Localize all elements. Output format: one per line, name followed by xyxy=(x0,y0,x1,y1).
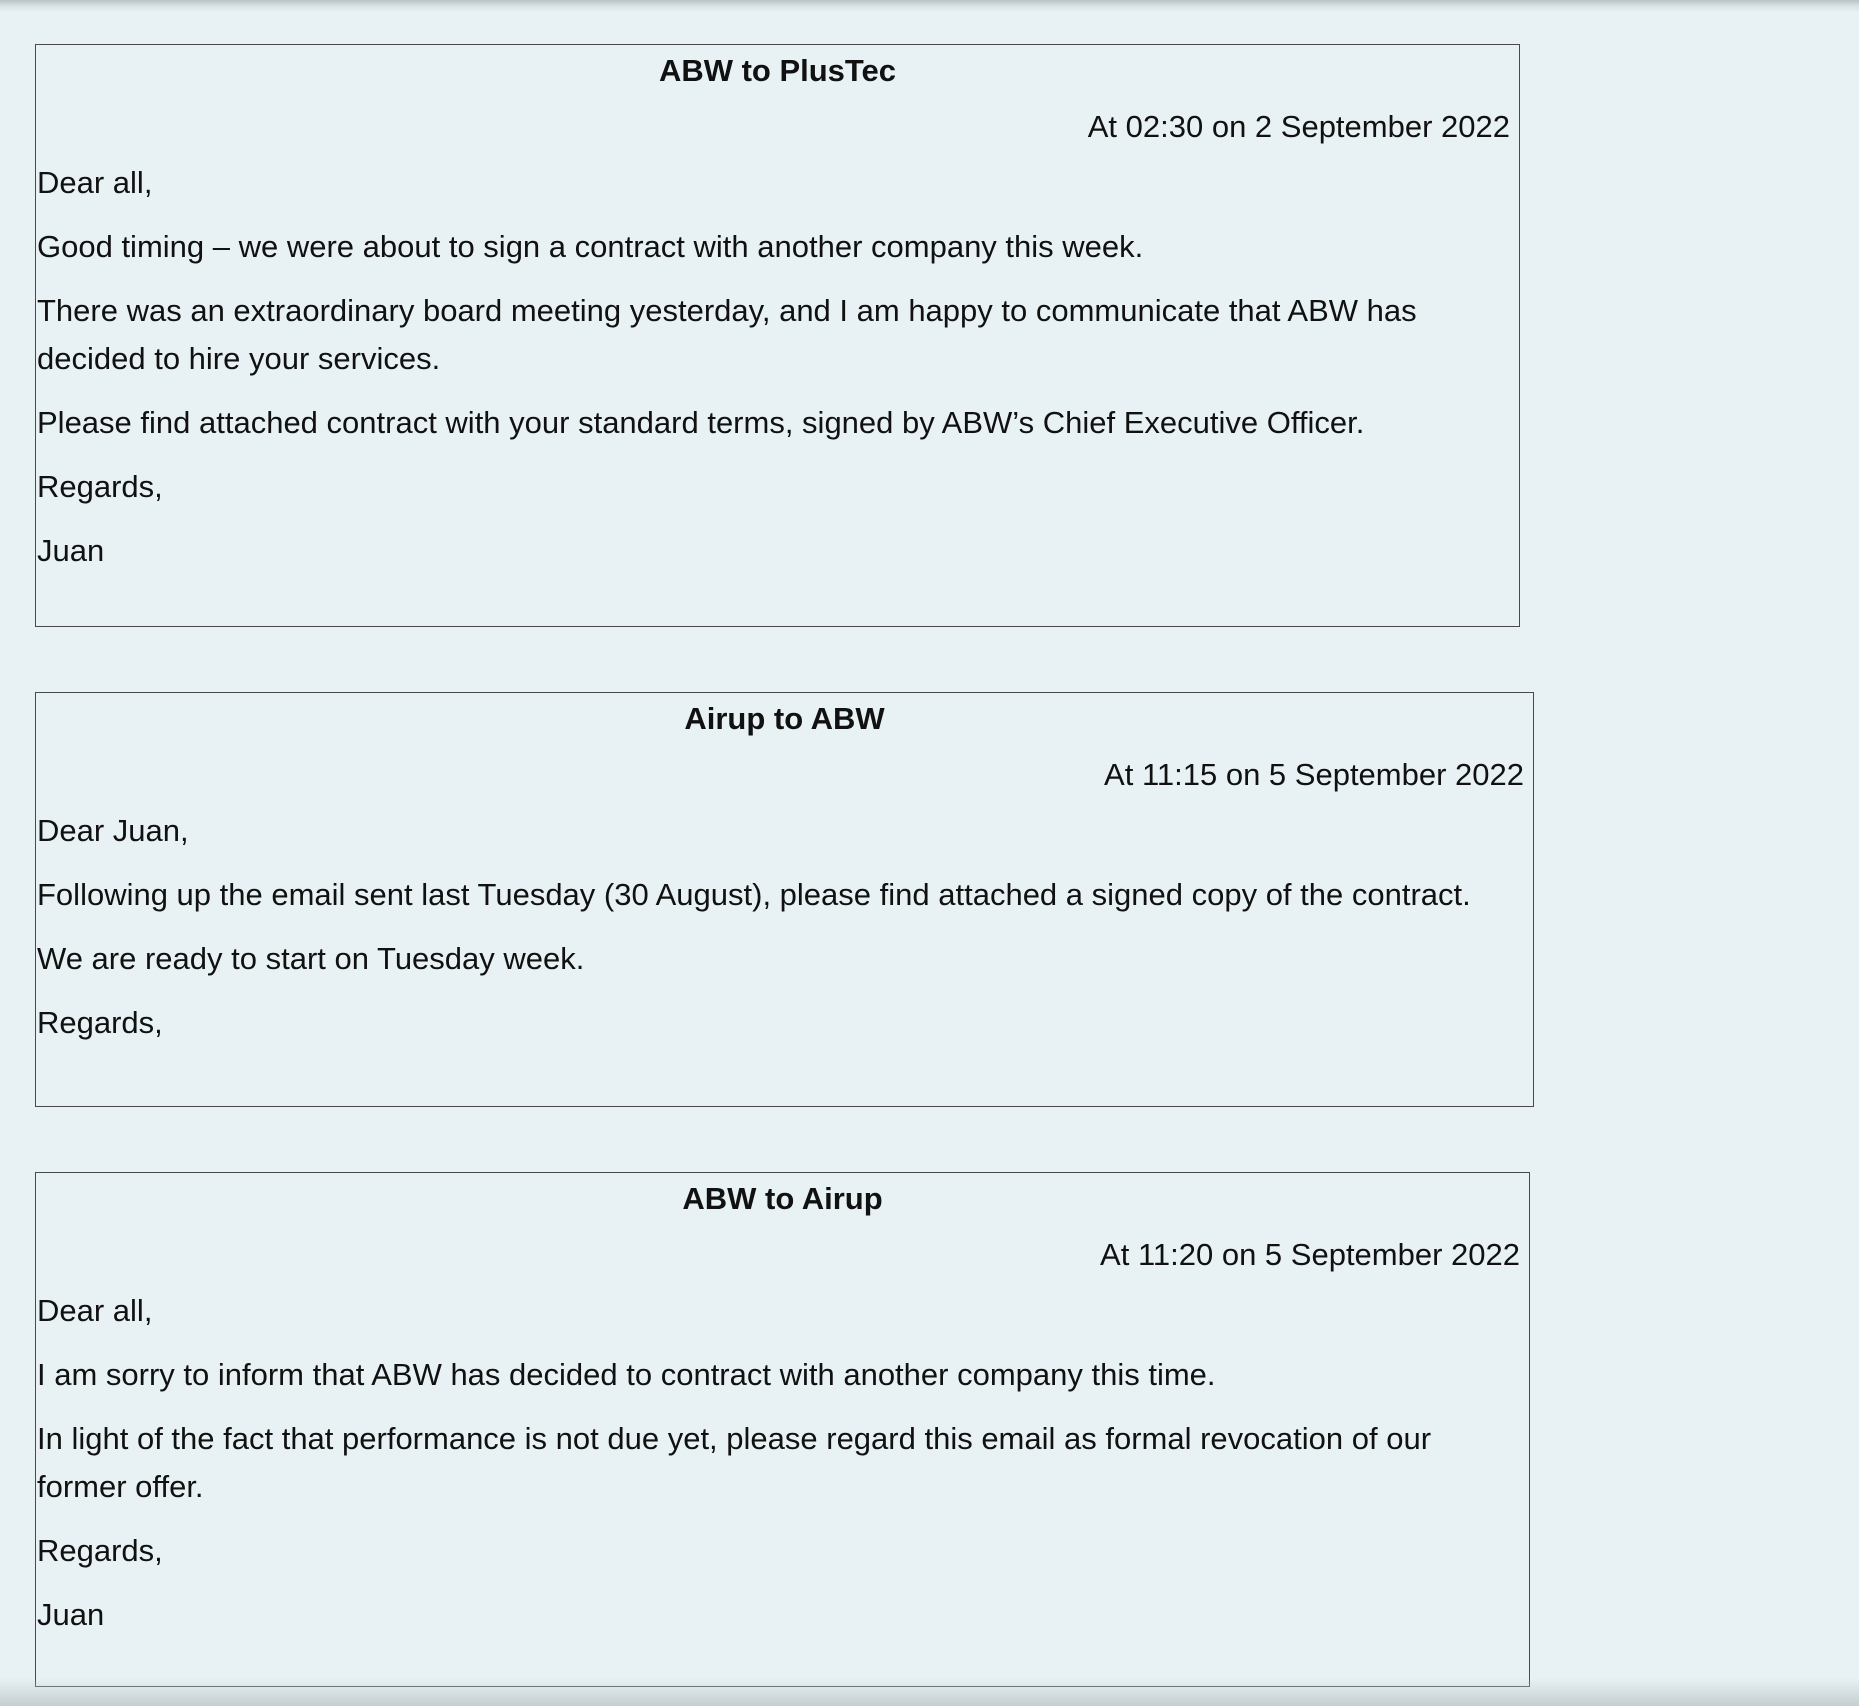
email-paragraph: I am sorry to inform that ABW has decided to contract with another company this time. xyxy=(37,1357,1216,1392)
email-paragraph: Good timing – we were about to sign a contract with another company this week. xyxy=(37,229,1144,264)
email-paragraph: There was an extraordinary board meeting yesterday, and I am happy to communicate that ABW has decided to hire your services. xyxy=(37,293,1417,376)
email-body xyxy=(36,807,1533,1047)
email-timestamp: At 11:20 on 5 September 2022 xyxy=(1100,1237,1520,1272)
email-body xyxy=(36,159,1519,575)
email-title: Airup to ABW xyxy=(684,701,885,736)
email-timestamp: At 02:30 on 2 September 2022 xyxy=(1087,109,1510,144)
email-paragraph: Dear all, xyxy=(37,165,153,200)
email-card xyxy=(35,692,1534,1107)
email-paragraph: Dear all, xyxy=(37,1293,153,1328)
email-paragraph: Following up the email sent last Tuesday (30 August), please find attached a signed copy of the contract. xyxy=(37,877,1471,912)
email-paragraph: We are ready to start on Tuesday week. xyxy=(37,941,585,976)
email-paragraph: Dear Juan, xyxy=(37,813,189,848)
email-card xyxy=(35,1172,1530,1687)
email-paragraph: Juan xyxy=(37,533,105,568)
top-shadow xyxy=(0,0,1859,12)
email-timestamp: At 11:15 on 5 September 2022 xyxy=(1104,757,1524,792)
email-paragraph: Regards, xyxy=(37,1005,163,1040)
email-title: ABW to PlusTec xyxy=(658,53,897,88)
email-paragraph: In light of the fact that performance is not due yet, please regard this email as formal revocation of our former offer. xyxy=(37,1421,1432,1504)
email-body xyxy=(36,1287,1529,1639)
email-title: ABW to Airup xyxy=(682,1181,883,1216)
email-paragraph: Please find attached contract with your standard terms, signed by ABW’s Chief Executive Officer. xyxy=(37,405,1365,440)
email-paragraph: Regards, xyxy=(37,1533,163,1568)
email-paragraph: Regards, xyxy=(37,469,163,504)
bottom-shadow xyxy=(0,1678,1859,1706)
email-card xyxy=(35,44,1520,627)
email-paragraph: Juan xyxy=(37,1597,105,1632)
